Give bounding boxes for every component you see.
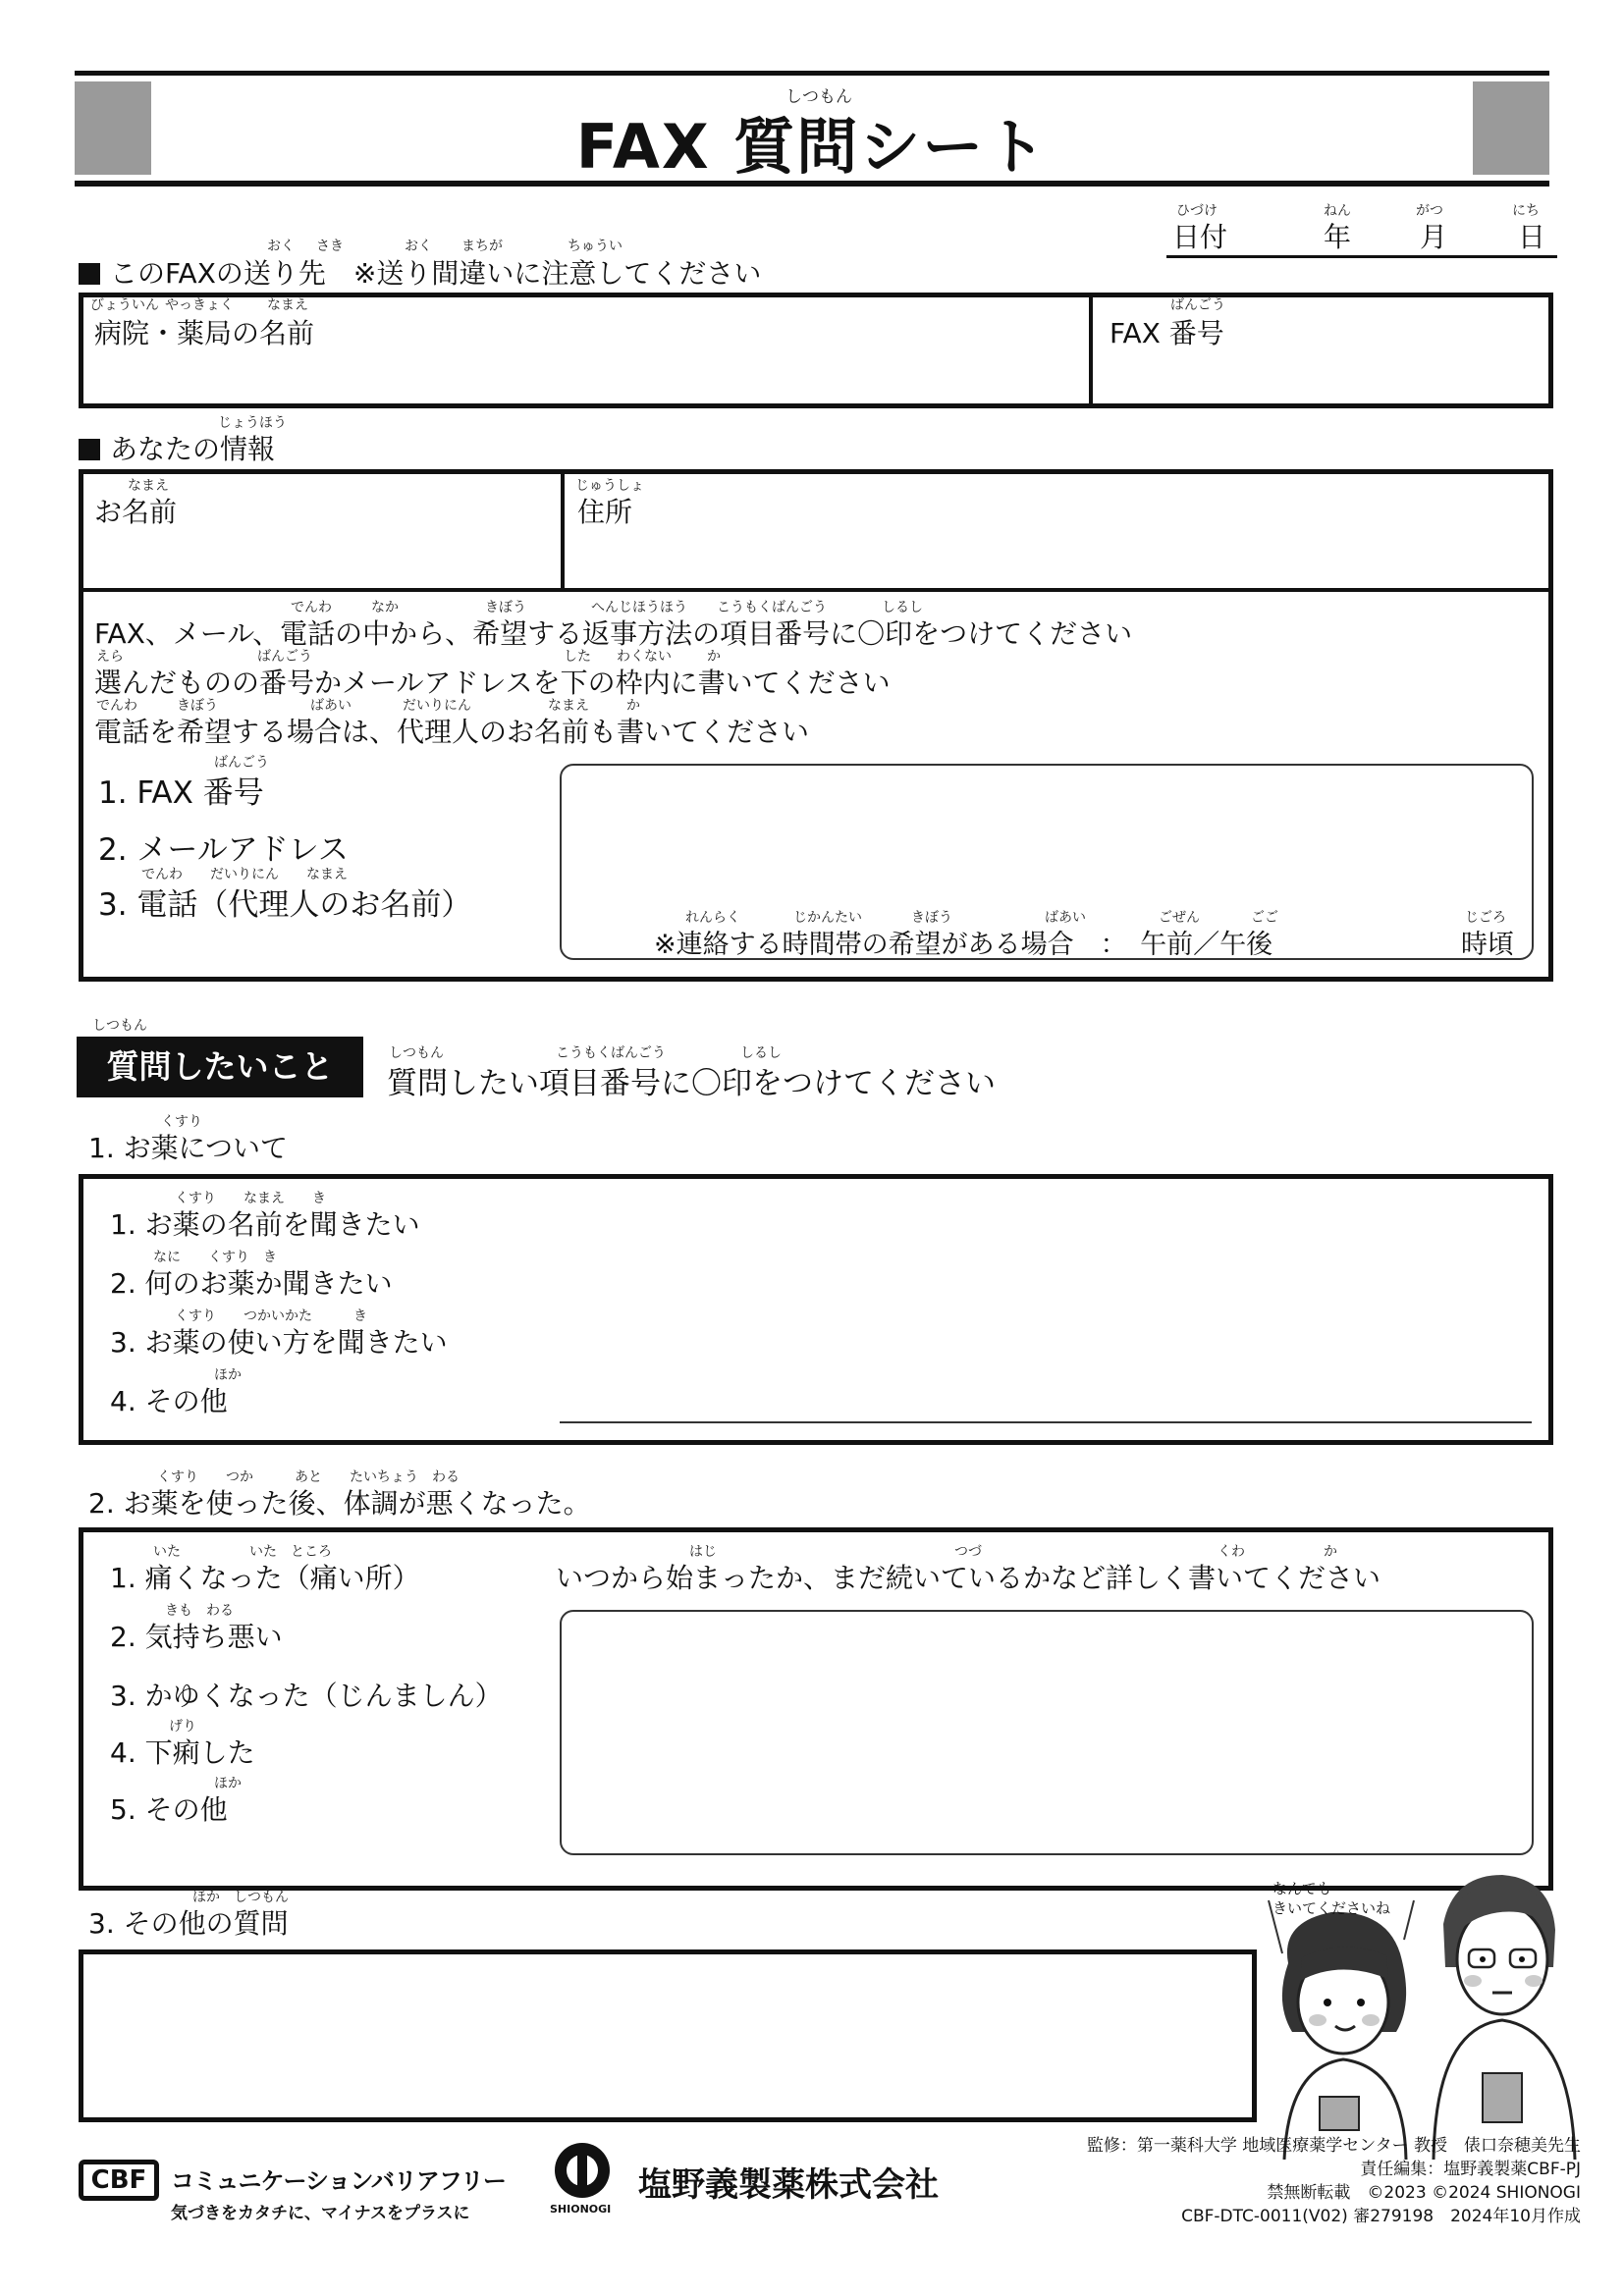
cbf-logo: [79, 2160, 159, 2201]
ruby: でんわ: [291, 600, 332, 615]
credit-line: CBF-DTC-0011(V02) 審279198 2024年10月作成: [1181, 2207, 1581, 2226]
s2-item-other[interactable]: 5. その他: [110, 1793, 228, 1826]
ruby: じごろ: [1465, 910, 1506, 926]
fax-number-field[interactable]: FAX 番号: [1110, 317, 1224, 349]
ruby: ごぜん: [1159, 910, 1200, 926]
title-ruby: しつもん: [785, 87, 852, 107]
s1-item-name[interactable]: 1. お薬の名前を聞きたい: [110, 1208, 420, 1241]
ruby: しるし: [740, 1045, 782, 1061]
ruby: じょうほう: [218, 415, 287, 431]
credit-line: 禁無断転載 ©2023 ©2024 SHIONOGI: [1267, 2183, 1581, 2203]
address-field[interactable]: 住所: [577, 496, 633, 528]
option-phone[interactable]: 3. 電話（代理人のお名前）: [98, 887, 472, 923]
ruby: いた いた ところ: [153, 1544, 332, 1560]
ruby: か: [1324, 1544, 1337, 1560]
credit-line: 監修：第一薬科大学 地域医療薬学センター 教授 俵口奈穂美先生: [1086, 2136, 1581, 2156]
ruby: くすり つか あと たいちょう わる: [157, 1469, 460, 1485]
pharmacy-name-field[interactable]: 病院・薬局の名前: [94, 317, 315, 349]
bullet-square: [79, 263, 100, 285]
ruby: なまえ: [128, 478, 169, 494]
instruction-line-2: 選んだものの番号かメールアドレスを下の枠内に書いてください: [94, 667, 891, 699]
ruby: くわ: [1218, 1544, 1245, 1560]
ruby: ばんごう: [1170, 297, 1225, 313]
ruby: こうもくばんごう: [717, 600, 827, 615]
ruby: わくない: [617, 649, 672, 665]
s2-item-nausea[interactable]: 2. 気持ち悪い: [110, 1621, 283, 1653]
ruby: くすり なまえ き: [175, 1191, 326, 1206]
credit-line: 責任編集：塩野義製薬CBF-PJ: [1360, 2160, 1581, 2179]
ruby: やっきょく: [165, 297, 234, 313]
page-title: FAX 質問シート: [575, 111, 1049, 183]
ruby: ほか しつもん: [192, 1890, 289, 1905]
ruby: か: [626, 698, 640, 714]
cbf-name: コミュニケーションバリアフリー: [171, 2167, 506, 2195]
speech-line: きいてくださいね: [1272, 1899, 1391, 1917]
female-staff-figure: [1282, 1912, 1406, 2160]
ruby: きぼう: [177, 698, 218, 714]
s2-detail-instruction: いつから始まったか、まだ続いているかなど詳しく書いてください: [556, 1562, 1381, 1594]
speech-bubble-text: [1272, 1879, 1390, 1918]
ruby: げり: [169, 1719, 196, 1735]
s1-item-other[interactable]: 4. その他: [110, 1385, 228, 1417]
instruction-line-1: FAX、メール、電話の中から、希望する返事方法の項目番号に〇印をつけてください: [94, 617, 1133, 650]
ruby: おく: [267, 239, 295, 254]
day-label: 日: [1518, 221, 1546, 253]
ruby: つづ: [954, 1544, 982, 1560]
section3-heading: 3. その他の質問: [88, 1907, 289, 1940]
ruby: なまえ: [548, 698, 589, 714]
contact-time-text: ※連絡する時間帯の希望がある場合 ： 午前／午後: [654, 930, 1273, 960]
ruby: しるし: [882, 600, 923, 615]
ruby: こうもくばんごう: [556, 1045, 666, 1061]
your-info-heading: [79, 428, 275, 467]
send-to-heading: [79, 252, 761, 292]
info-horizontal-divider: [83, 588, 1548, 592]
s1-item-what[interactable]: 2. 何のお薬か聞きたい: [110, 1267, 393, 1300]
questions-instruction: 質問したい項目番号に〇印をつけてください: [387, 1066, 996, 1101]
ruby: ほか: [214, 1367, 242, 1383]
ruby: ちゅうい: [568, 239, 623, 254]
date-line: [1166, 255, 1557, 258]
section2-heading: 2. お薬を使った後、体調が悪くなった。: [88, 1487, 591, 1520]
s1-item-usage[interactable]: 3. お薬の使い方を聞きたい: [110, 1326, 448, 1359]
section3-write-box[interactable]: [79, 1949, 1257, 2122]
ruby: ばあい: [310, 698, 352, 714]
ruby: か: [707, 649, 721, 665]
cbf-tagline: 気づきをカタチに、マイナスをプラスに: [171, 2204, 470, 2223]
section1-heading: 1. お薬について: [88, 1132, 289, 1164]
instruction-line-3: 電話を希望する場合は、代理人のお名前も書いてください: [94, 716, 810, 748]
info-vertical-divider: [561, 474, 565, 588]
ruby: きぼう: [485, 600, 526, 615]
ruby: えら: [96, 649, 124, 665]
ruby: はじ: [689, 1544, 717, 1560]
ruby: じかんたい: [793, 910, 862, 926]
shionogi-logo-icon: [552, 2140, 613, 2201]
shionogi-label: SHIONOGI: [550, 2203, 612, 2216]
ruby: れんらく: [685, 910, 740, 926]
send-to-divider: [1089, 297, 1093, 403]
ruby: なに くすり き: [153, 1250, 277, 1265]
ruby: ばんごう: [214, 755, 269, 771]
day-ruby: にち: [1512, 203, 1540, 219]
year-label: 年: [1324, 221, 1352, 253]
bullet-square: [79, 439, 100, 460]
questions-badge: 質問したいこと: [77, 1037, 363, 1097]
your-info-heading-text: あなたの情報: [110, 433, 276, 465]
month-label: 月: [1420, 221, 1448, 253]
ruby: なまえ: [267, 297, 308, 313]
send-to-heading-text: このFAXの送り先 ※送り間違いに注意してください: [110, 257, 762, 290]
month-ruby: がつ: [1416, 203, 1443, 219]
ruby: ごご: [1251, 910, 1278, 926]
option-fax[interactable]: 1. FAX 番号: [98, 775, 264, 811]
ruby: ばんごう: [257, 649, 312, 665]
ruby: だいりにん: [403, 698, 471, 714]
ruby: でんわ: [96, 698, 137, 714]
ruby: さき: [316, 239, 344, 254]
ruby: まちが: [461, 239, 503, 254]
contact-time-suffix: 時頃: [1461, 930, 1514, 960]
ruby: ほか: [214, 1776, 242, 1791]
option-email[interactable]: 2. メールアドレス: [98, 832, 349, 868]
ruby: くすり つかいかた き: [175, 1308, 367, 1324]
company-name: 塩野義製薬株式会社: [638, 2165, 939, 2205]
ruby: びょういん: [90, 297, 159, 313]
ruby: おく: [405, 239, 432, 254]
s1-other-write-line[interactable]: [560, 1421, 1532, 1423]
ruby: しつもん: [92, 1018, 147, 1034]
ruby: きも わる: [165, 1603, 234, 1619]
ruby: ばあい: [1045, 910, 1086, 926]
ruby: へんじほうほう: [591, 600, 687, 615]
footer-credits: [943, 2134, 1581, 2228]
s2-item-diarrhea[interactable]: 4. 下痢した: [110, 1736, 255, 1769]
speech-line: なんでも: [1272, 1880, 1332, 1897]
ruby: じゅうしょ: [575, 478, 644, 494]
cbf-mark: CBF: [90, 2165, 147, 2195]
ruby: なか: [371, 600, 399, 615]
name-field[interactable]: お名前: [94, 496, 178, 528]
ruby: しつもん: [389, 1045, 444, 1061]
year-ruby: ねん: [1324, 203, 1351, 219]
ruby: した: [564, 649, 591, 665]
s2-item-pain[interactable]: 1. 痛くなった（痛い所）: [110, 1562, 420, 1594]
ruby: きぼう: [911, 910, 952, 926]
male-staff-figure: [1434, 1875, 1575, 2160]
s2-item-itch[interactable]: 3. かゆくなった（じんましん）: [110, 1680, 503, 1712]
s2-detail-write-box[interactable]: [560, 1610, 1534, 1855]
date-ruby: ひづけ: [1176, 203, 1218, 219]
ruby: でんわ だいりにん なまえ: [141, 867, 348, 882]
date-label: 日付: [1172, 221, 1228, 253]
ruby: くすり: [161, 1114, 202, 1130]
